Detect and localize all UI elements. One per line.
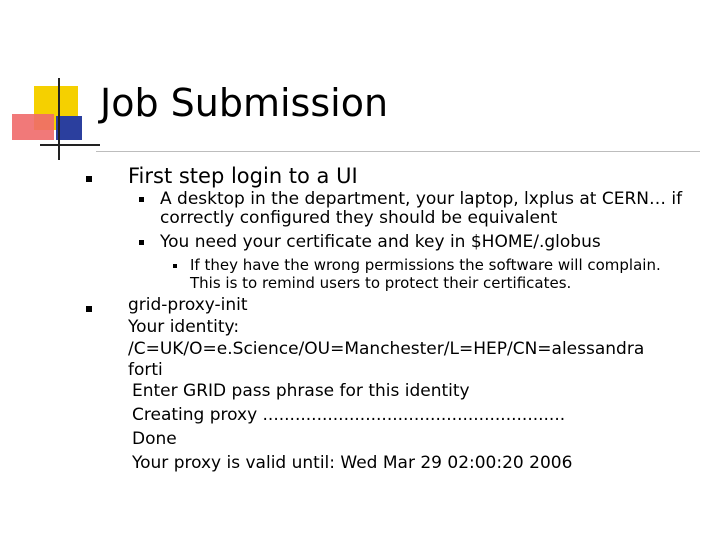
output-proxy-valid: Your proxy is valid until: Wed Mar 29 02:00:20 2006 [132,453,573,473]
output-creating-proxy: Creating proxy ........................................................ [132,405,566,425]
sub-sub-bullet-permissions-line2: This is to remind users to protect their certificates. [190,274,572,292]
bullet-marker [86,176,92,182]
sub-bullet-marker [139,240,144,245]
output-identity-label: Your identity: [128,317,240,337]
sub-bullet-desktop-line1: A desktop in the department, your laptop, lxplus at CERN… if [160,189,683,209]
bullet-marker [86,306,92,312]
logo-vertical-line [58,78,60,160]
output-identity-dn: /C=UK/O=e.Science/OU=Manchester/L=HEP/CN=alessandra [128,339,645,359]
output-done: Done [132,429,177,449]
bullet-login-ui: First step login to a UI [128,164,358,188]
sub-sub-bullet-permissions-line1: If they have the wrong permissions the software will complain. [190,256,661,274]
output-pass-phrase: Enter GRID pass phrase for this identity [132,381,470,401]
output-identity-dn-cont: forti [128,360,163,380]
sub-sub-bullet-marker [173,264,177,268]
sub-bullet-desktop-line2: correctly configured they should be equivalent [160,208,558,228]
command-line: grid-proxy-init [128,295,248,315]
slide-title: Job Submission [100,81,389,125]
sub-bullet-certificate: You need your certificate and key in $HOME/.globus [160,232,601,252]
logo-horizontal-line [40,144,100,146]
sub-bullet-marker [139,197,144,202]
logo-red-square [12,114,54,140]
title-underline [96,151,700,152]
